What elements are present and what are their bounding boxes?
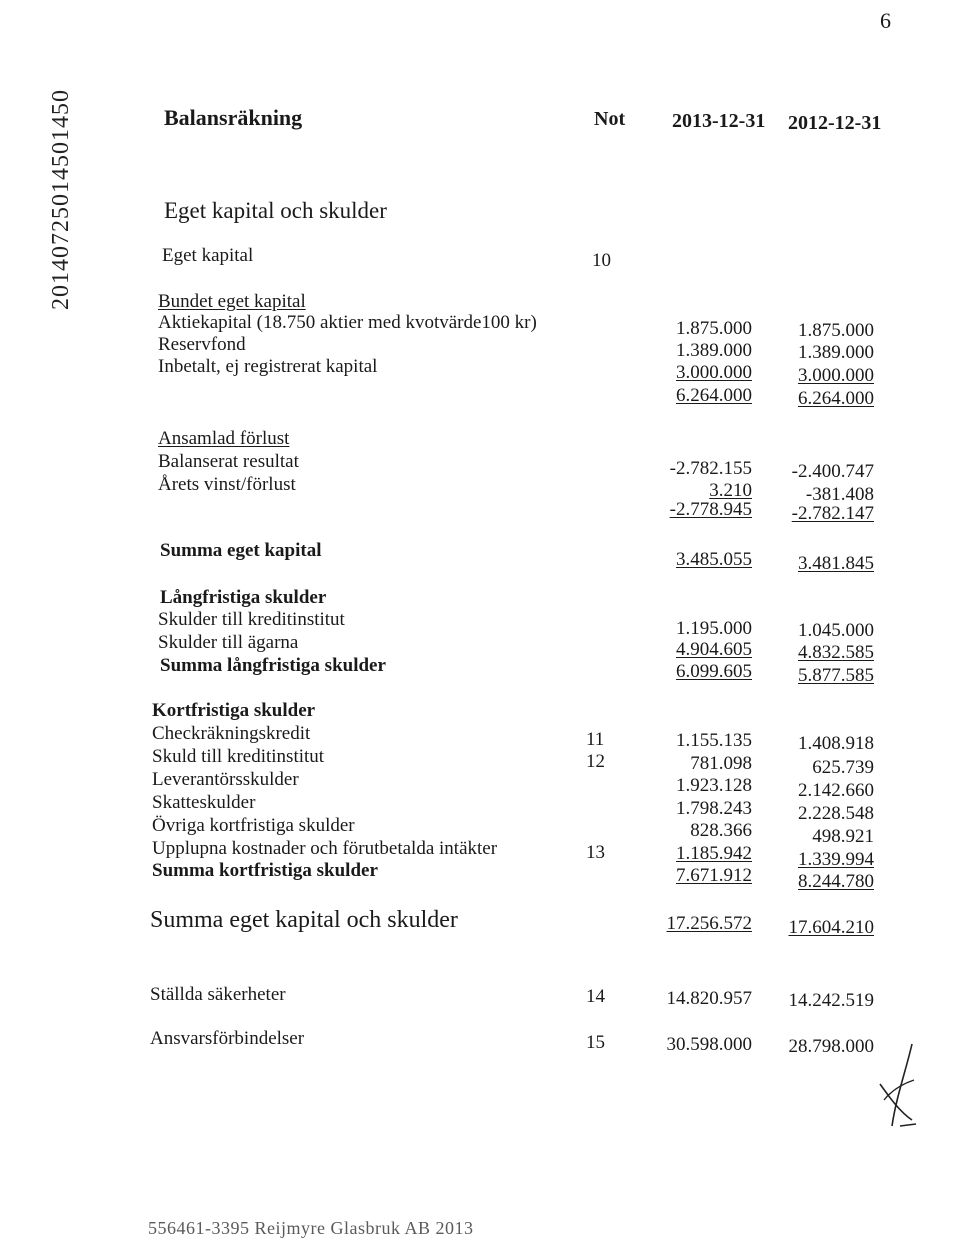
kortfristiga-row-label: Övriga kortfristiga skulder xyxy=(152,815,355,836)
page-title: Balansräkning xyxy=(164,105,303,130)
langfristiga-sum-2012: 5.877.585 xyxy=(798,665,874,686)
bundet-row-2012: 1.875.000 xyxy=(798,320,874,341)
ansamlad-heading: Ansamlad förlust xyxy=(158,428,290,449)
bundet-row-2013: 1.389.000 xyxy=(676,340,752,361)
column-header-not: Not xyxy=(594,108,626,130)
handwritten-initials-signature xyxy=(872,1040,922,1130)
ansamlad-row-2013: 3.210 xyxy=(709,480,752,501)
ansvar-note: 15 xyxy=(586,1032,605,1053)
column-header-2012: 2012-12-31 xyxy=(788,112,882,134)
langfristiga-row-label: Skulder till ägarna xyxy=(158,632,299,653)
stallda-2013: 14.820.957 xyxy=(666,988,752,1009)
kortfristiga-row-2012: 1.339.994 xyxy=(798,849,874,870)
kortfristiga-row-2012: 625.739 xyxy=(812,757,874,778)
langfristiga-sum-2013: 6.099.605 xyxy=(676,661,752,682)
kortfristiga-row-2013: 828.366 xyxy=(690,820,752,841)
ansvar-label: Ansvarsförbindelser xyxy=(150,1028,305,1049)
ansamlad-row-2012: -2.400.747 xyxy=(791,461,874,482)
ansamlad-row-label: Årets vinst/förlust xyxy=(158,474,296,495)
langfristiga-heading: Långfristiga skulder xyxy=(160,587,327,608)
summa-eget-2012: 3.481.845 xyxy=(798,553,874,574)
kortfristiga-row-note: 12 xyxy=(586,751,605,772)
langfristiga-row-2012: 4.832.585 xyxy=(798,642,874,663)
total-2012: 17.604.210 xyxy=(788,917,874,938)
section-title: Eget kapital och skulder xyxy=(164,198,387,223)
summa-eget-label: Summa eget kapital xyxy=(160,540,322,561)
kortfristiga-row-2013: 1.155.135 xyxy=(676,730,752,751)
ansamlad-row-2013: -2.782.155 xyxy=(669,458,752,479)
ansamlad-sum-2012: -2.782.147 xyxy=(791,503,874,524)
ansvar-2012: 28.798.000 xyxy=(788,1036,874,1057)
langfristiga-row-2013: 4.904.605 xyxy=(676,639,752,660)
ansamlad-row-2012: -381.408 xyxy=(805,484,874,505)
kortfristiga-row-label: Checkräkningskredit xyxy=(152,723,311,744)
kortfristiga-row-2013: 1.923.128 xyxy=(676,775,752,796)
kortfristiga-row-2012: 498.921 xyxy=(812,826,874,847)
stallda-label: Ställda säkerheter xyxy=(150,984,286,1005)
bundet-heading: Bundet eget kapital xyxy=(158,291,306,312)
bundet-row-2012: 3.000.000 xyxy=(798,365,874,386)
kortfristiga-row-note: 11 xyxy=(586,729,605,750)
column-header-2013: 2013-12-31 xyxy=(672,110,766,132)
bundet-row-2013: 1.875.000 xyxy=(676,318,752,339)
summa-eget-2013: 3.485.055 xyxy=(676,549,752,570)
kortfristiga-row-label: Upplupna kostnader och förutbetalda intäkter xyxy=(152,838,498,859)
kortfristiga-row-2012: 2.142.660 xyxy=(798,780,874,801)
kortfristiga-row-label: Skatteskulder xyxy=(152,792,256,813)
kortfristiga-row-2013: 1.185.942 xyxy=(676,843,752,864)
total-label: Summa eget kapital och skulder xyxy=(150,907,458,933)
footer-company: 556461-3395 Reijmyre Glasbruk AB 2013 xyxy=(148,1218,474,1238)
document-id-vertical: 20140725014501450 xyxy=(48,89,74,310)
eget-kapital-heading: Eget kapital xyxy=(162,245,254,266)
kortfristiga-row-2013: 781.098 xyxy=(690,753,752,774)
stallda-note: 14 xyxy=(586,986,605,1007)
kortfristiga-row-note: 13 xyxy=(586,842,605,863)
page-number: 6 xyxy=(880,8,891,33)
kortfristiga-row-2012: 1.408.918 xyxy=(798,733,874,754)
kortfristiga-row-2012: 2.228.548 xyxy=(798,803,874,824)
bundet-row-label: Reservfond xyxy=(158,334,246,355)
kortfristiga-row-label: Skuld till kreditinstitut xyxy=(152,746,325,767)
bundet-row-label: Aktiekapital (18.750 aktier med kvotvärde100 kr) xyxy=(158,312,537,333)
kortfristiga-row-label: Leverantörsskulder xyxy=(152,769,299,790)
ansvar-2013: 30.598.000 xyxy=(666,1034,752,1055)
bundet-row-label: Inbetalt, ej registrerat kapital xyxy=(158,356,378,377)
eget-kapital-note: 10 xyxy=(592,250,611,271)
langfristiga-sum-label: Summa långfristiga skulder xyxy=(160,655,386,676)
kortfristiga-sum-label: Summa kortfristiga skulder xyxy=(152,860,378,881)
langfristiga-row-2013: 1.195.000 xyxy=(676,618,752,639)
ansamlad-sum-2013: -2.778.945 xyxy=(669,499,752,520)
bundet-sum-2012: 6.264.000 xyxy=(798,388,874,409)
kortfristiga-row-2013: 1.798.243 xyxy=(676,798,752,819)
langfristiga-row-2012: 1.045.000 xyxy=(798,620,874,641)
ansamlad-row-label: Balanserat resultat xyxy=(158,451,299,472)
bundet-row-2012: 1.389.000 xyxy=(798,342,874,363)
kortfristiga-sum-2013: 7.671.912 xyxy=(676,865,752,886)
stallda-2012: 14.242.519 xyxy=(788,990,874,1011)
bundet-row-2013: 3.000.000 xyxy=(676,362,752,383)
bundet-sum-2013: 6.264.000 xyxy=(676,385,752,406)
total-2013: 17.256.572 xyxy=(666,913,752,934)
langfristiga-row-label: Skulder till kreditinstitut xyxy=(158,609,345,630)
kortfristiga-heading: Kortfristiga skulder xyxy=(152,700,316,721)
kortfristiga-sum-2012: 8.244.780 xyxy=(798,871,874,892)
